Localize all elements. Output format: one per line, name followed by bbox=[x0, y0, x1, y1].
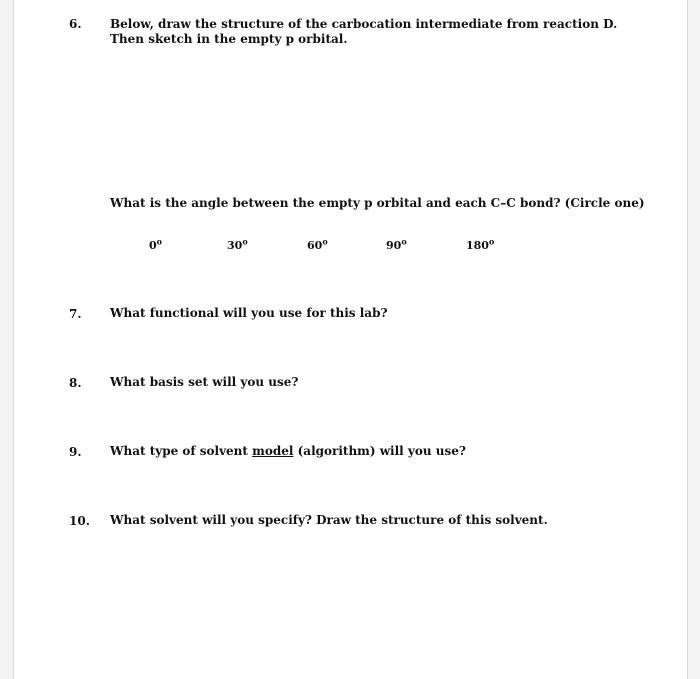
question-8-number: 8. bbox=[69, 376, 82, 390]
question-10-text: What solvent will you specify? Draw the structure of this solvent. bbox=[110, 513, 548, 527]
question-9-number: 9. bbox=[69, 445, 82, 459]
angle-option-60[interactable]: 60$^o$ bbox=[307, 236, 328, 252]
underlined-model: model bbox=[252, 444, 294, 458]
question-6-subtext: What is the angle between the empty p orbital and each C–C bond? (Circle one) bbox=[110, 196, 645, 210]
question-6-text: Below, draw the structure of the carbocation intermediate from reaction D. Then sketch in the empty p orbital. bbox=[110, 17, 618, 46]
angle-option-0[interactable]: 0$^o$ bbox=[149, 236, 162, 252]
question-7-text: What functional will you use for this lab? bbox=[110, 306, 388, 320]
question-10-number: 10. bbox=[69, 514, 90, 528]
angle-option-180[interactable]: 180$^o$ bbox=[466, 236, 495, 252]
angle-option-90[interactable]: 90$^o$ bbox=[386, 236, 407, 252]
question-7-number: 7. bbox=[69, 307, 82, 321]
question-6-number: 6. bbox=[69, 17, 82, 31]
angle-option-30[interactable]: 30$^o$ bbox=[227, 236, 248, 252]
question-9-text: What type of solvent model (algorithm) will you use? bbox=[110, 444, 466, 458]
document-page bbox=[13, 0, 688, 679]
question-8-text: What basis set will you use? bbox=[110, 375, 299, 389]
